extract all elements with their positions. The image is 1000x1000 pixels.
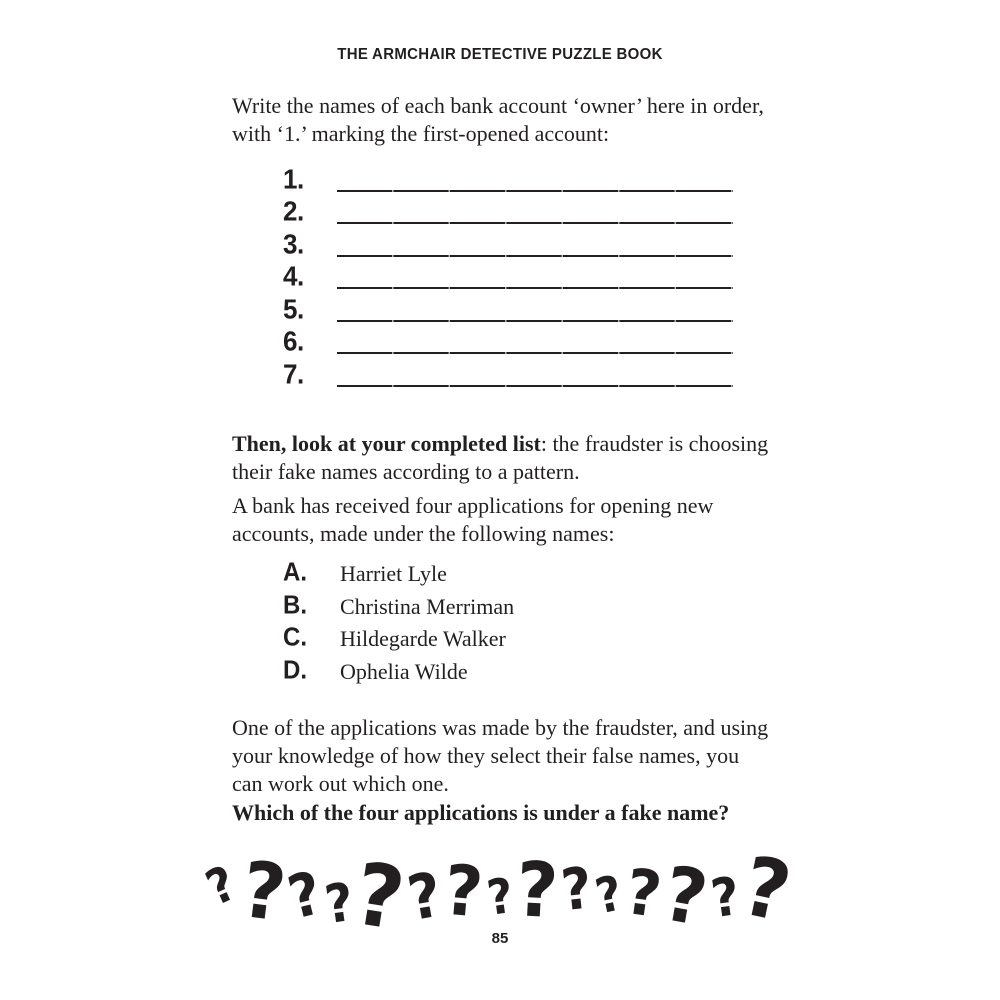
answer-row — [232, 196, 770, 229]
answer-row — [232, 261, 770, 294]
application-letter: B. — [283, 590, 307, 620]
question-mark-icon: ? — [657, 848, 714, 944]
application-row — [232, 622, 770, 658]
application-row — [232, 655, 770, 691]
question-mark-icon: ? — [514, 844, 561, 936]
question-mark-icon: ? — [281, 857, 329, 933]
applications-list — [232, 557, 770, 690]
question-mark-icon: ? — [402, 859, 447, 936]
question-mark-icon: ? — [321, 871, 358, 937]
answer-blank-line — [337, 255, 733, 257]
question-mark-icon: ? — [734, 839, 799, 942]
pattern-note-paragraph — [232, 430, 770, 486]
question-mark-icon: ? — [558, 855, 596, 925]
application-name: Christina Merriman — [340, 593, 515, 619]
question-mark-icon: ? — [441, 849, 487, 934]
question-mark-icon: ? — [591, 865, 628, 926]
pattern-note-bold-text: Then, look at your completed list — [232, 431, 541, 456]
answer-row — [232, 163, 770, 196]
answer-number: 4. — [283, 259, 304, 292]
puzzle-question: Which of the four applications is under a fake name? — [232, 800, 730, 825]
intro-paragraph: Write the names of each bank account ‘owner’ here in order, with ‘1.’ marking the first-opened account: — [232, 93, 764, 146]
application-letter: D. — [283, 655, 307, 685]
answer-list — [232, 163, 770, 391]
question-mark-icon: ? — [236, 844, 291, 940]
answer-blank-line — [337, 287, 733, 289]
answer-blank-line — [337, 385, 733, 387]
answer-row — [232, 326, 770, 359]
pattern-note-rest-text: : the fraudster is choosing their fake names according to a pattern. — [232, 431, 769, 484]
question-mark-icon: ? — [707, 865, 744, 931]
answer-row — [232, 228, 770, 261]
question-mark-icon: ? — [483, 867, 517, 927]
application-name: Harriet Lyle — [340, 561, 447, 586]
page-number: 85 — [491, 930, 509, 947]
answer-row — [232, 358, 770, 391]
answer-blank-line — [337, 352, 733, 354]
answer-number: 7. — [283, 357, 304, 390]
answer-number: 1. — [283, 162, 304, 195]
application-name: Hildegarde Walker — [340, 626, 506, 651]
answer-number: 6. — [283, 324, 304, 357]
application-row — [232, 590, 770, 626]
answer-blank-line — [337, 320, 733, 322]
application-letter: A. — [283, 557, 307, 587]
question-marks-decoration — [198, 839, 799, 951]
application-name: Ophelia Wilde — [340, 658, 468, 684]
answer-blank-line — [337, 190, 733, 192]
answer-blank-line — [337, 222, 733, 224]
question-mark-icon: ? — [347, 844, 411, 951]
answer-number: 5. — [283, 292, 304, 325]
applications-intro-paragraph: A bank has received four applications for opening new accounts, made under the following names: — [232, 493, 714, 546]
answer-number: 3. — [283, 227, 304, 260]
deduction-paragraph: One of the applications was made by the fraudster, and using your knowledge of how they select their false names, you can work out which one. — [232, 715, 769, 796]
application-row — [232, 557, 770, 593]
question-mark-icon: ? — [621, 855, 666, 933]
answer-row — [232, 293, 770, 326]
question-mark-icon: ? — [198, 855, 245, 918]
answer-number: 2. — [283, 194, 304, 227]
application-letter: C. — [283, 622, 307, 652]
running-header: THE ARMCHAIR DETECTIVE PUZZLE BOOK — [337, 45, 663, 64]
